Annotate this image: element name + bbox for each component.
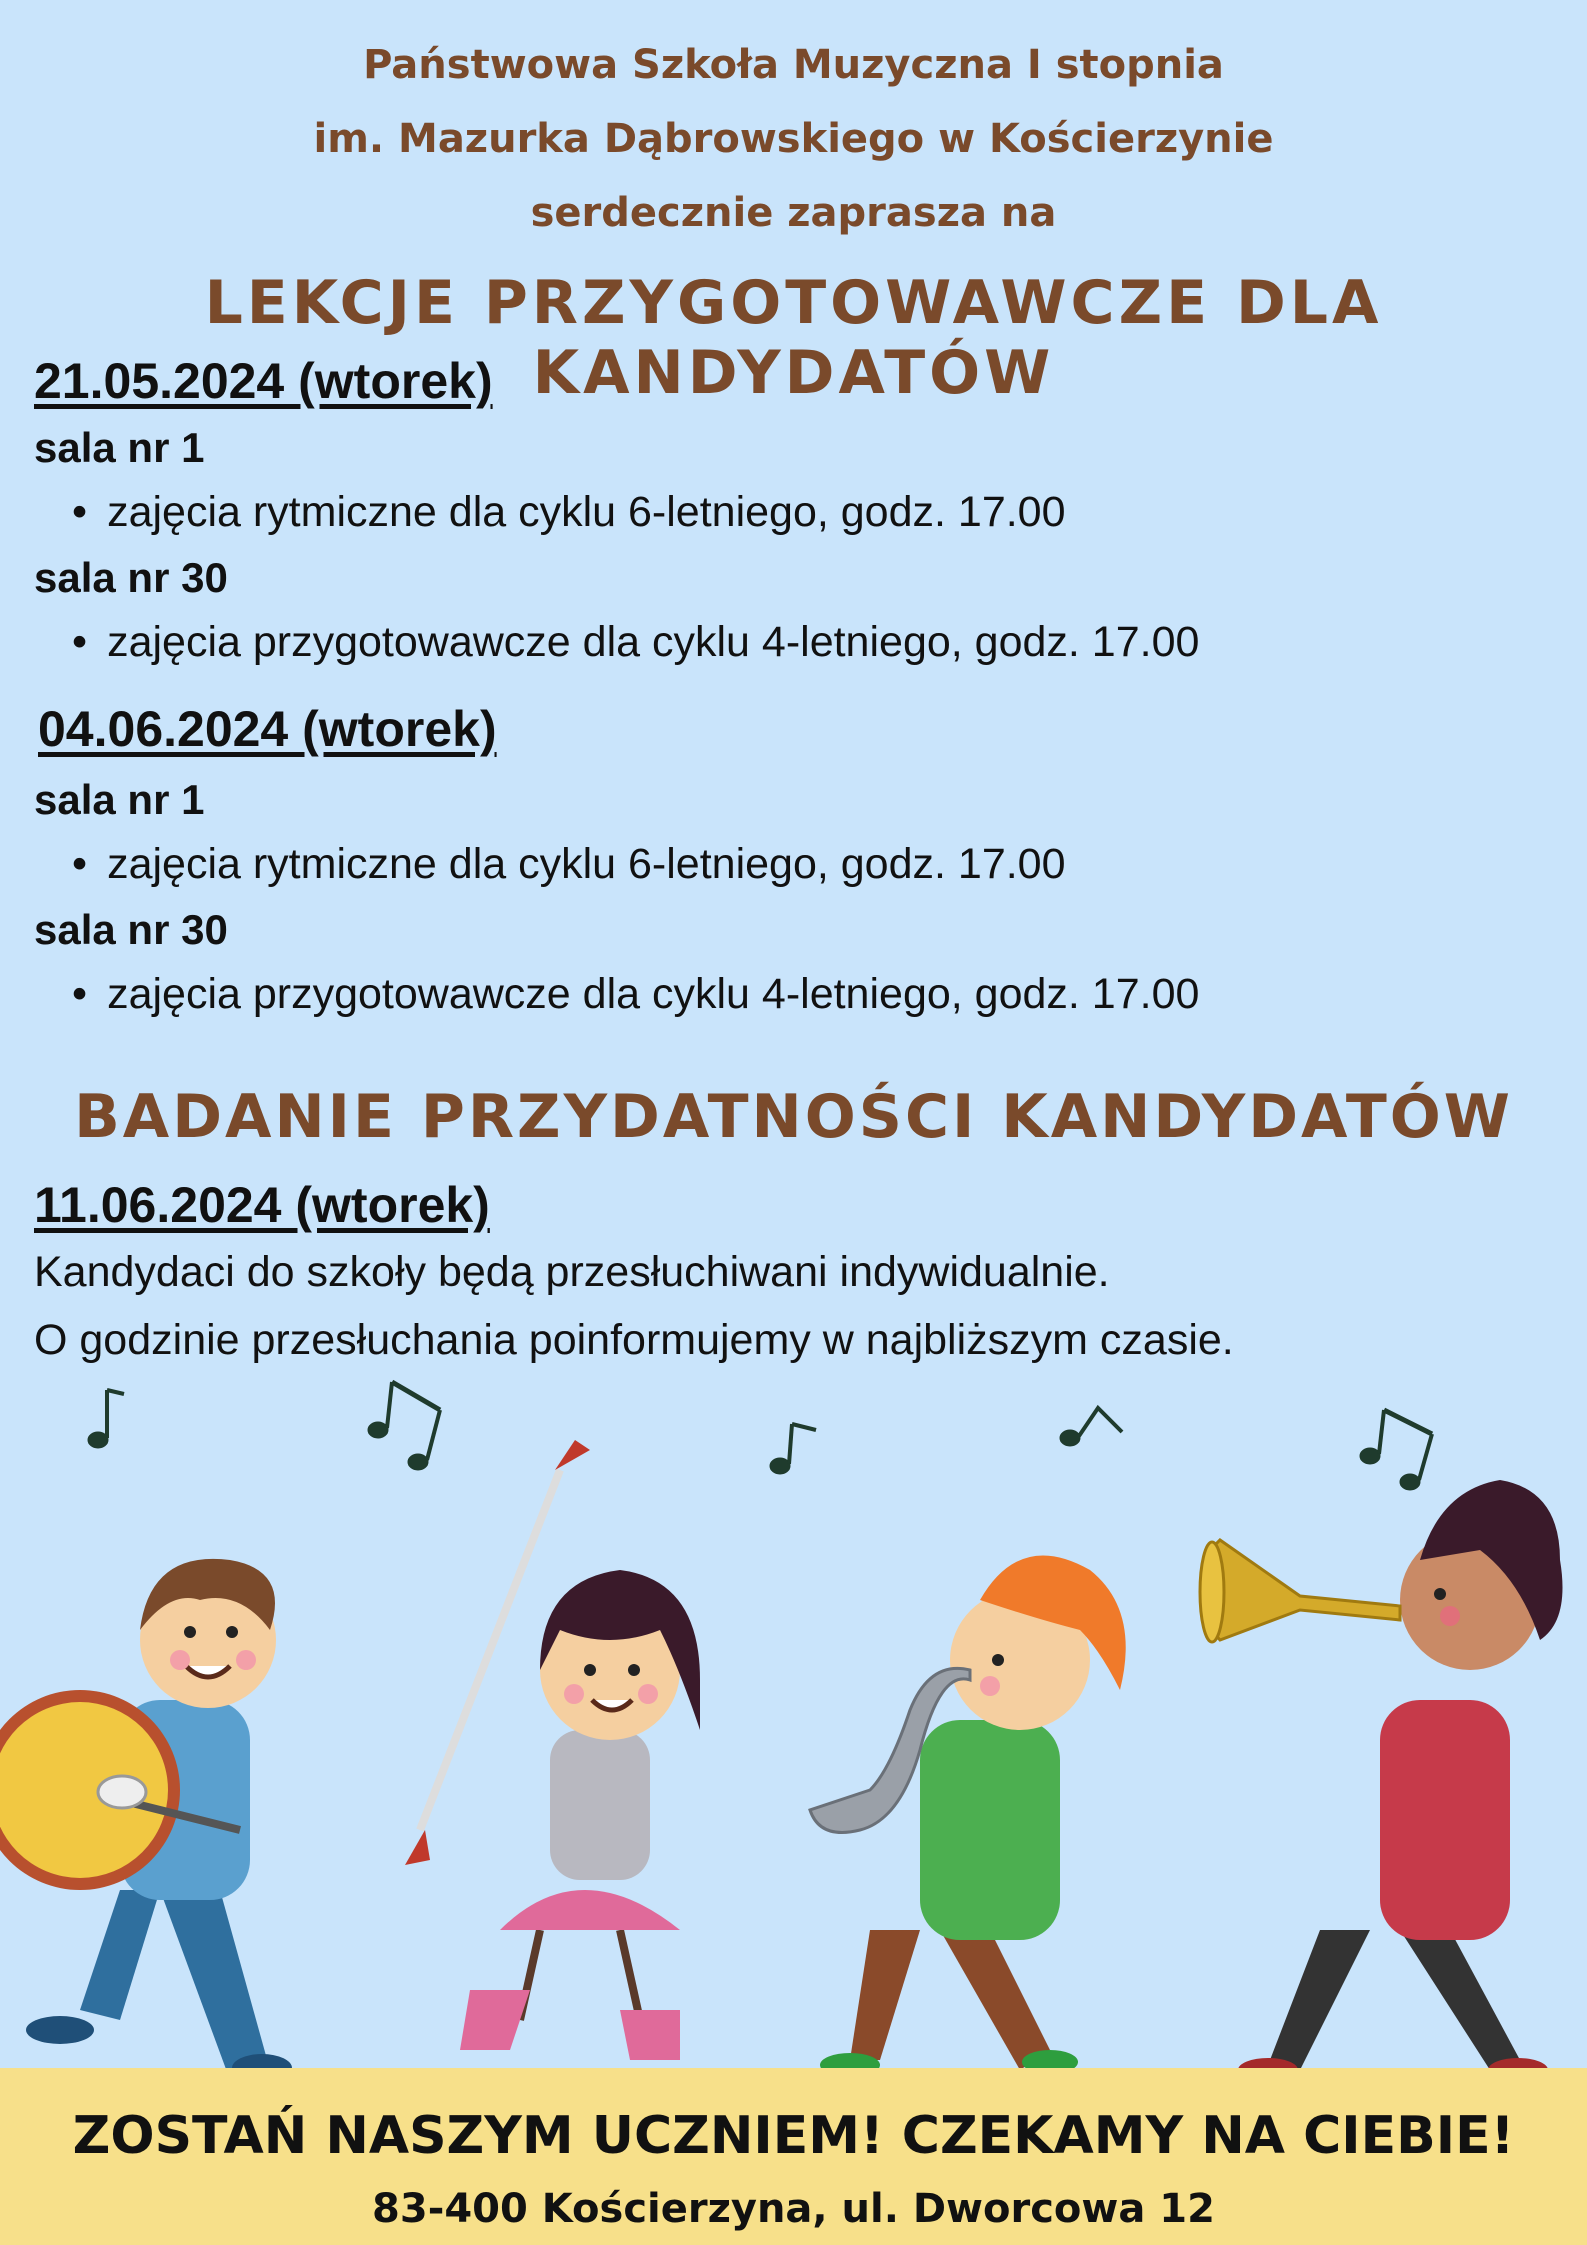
- school-patron: im. Mazurka Dąbrowskiego w Kościerzynie: [313, 116, 1274, 162]
- lesson-2-room-2: sala nr 30: [34, 906, 228, 953]
- footer-title: ZOSTAŃ NASZYM UCZNIEM! CZEKAMY NA CIEBIE!: [72, 2106, 1515, 2166]
- marching-kids-illustration: [0, 1370, 1587, 2090]
- lesson-1-room-1: sala nr 1: [34, 424, 205, 471]
- music-note-icon: [1060, 1408, 1122, 1446]
- lesson-2-item-2: • zajęcia przygotowawcze dla cyklu 4-letniego, godz. 17.00: [72, 970, 1199, 1019]
- invitation-text: serdecznie zaprasza na: [530, 190, 1057, 236]
- lesson-1-item-1: • zajęcia rytmiczne dla cyklu 6-letniego, godz. 17.00: [72, 488, 1066, 537]
- audition-date: 11.06.2024 (wtorek): [34, 1177, 490, 1233]
- music-note-icon: [1360, 1410, 1432, 1490]
- kid-trumpet: [1238, 1480, 1563, 2082]
- lessons-title: LEKCJE PRZYGOTOWAWCZE DLA KANDYDATÓW: [204, 268, 1383, 408]
- trumpet-icon: [1200, 1540, 1400, 1642]
- music-note-icon: [88, 1390, 124, 1448]
- lesson-2-room-1: sala nr 1: [34, 776, 205, 823]
- lesson-1-room-2: sala nr 30: [34, 554, 228, 601]
- music-note-icon: [770, 1424, 816, 1474]
- school-name: Państwowa Szkoła Muzyczna I stopnia: [363, 42, 1224, 88]
- audition-title: BADANIE PRZYDATNOŚCI KANDYDATÓW: [74, 1082, 1513, 1152]
- footer-address: 83-400 Kościerzyna, ul. Dworcowa 12: [372, 2186, 1215, 2232]
- audition-info-2: O godzinie przesłuchania poinformujemy w najbliższym czasie.: [34, 1316, 1234, 1364]
- audition-info-1: Kandydaci do szkoły będą przesłuchiwani indywidualnie.: [34, 1248, 1110, 1296]
- lesson-date-2: 04.06.2024 (wtorek): [38, 701, 497, 757]
- lesson-date-1: 21.05.2024 (wtorek): [34, 353, 493, 409]
- music-note-icon: [368, 1382, 440, 1470]
- lesson-2-item-1: • zajęcia rytmiczne dla cyklu 6-letniego, godz. 17.00: [72, 840, 1066, 889]
- header: [0, 28, 1587, 250]
- lesson-1-item-2: • zajęcia przygotowawcze dla cyklu 4-letniego, godz. 17.00: [72, 618, 1199, 667]
